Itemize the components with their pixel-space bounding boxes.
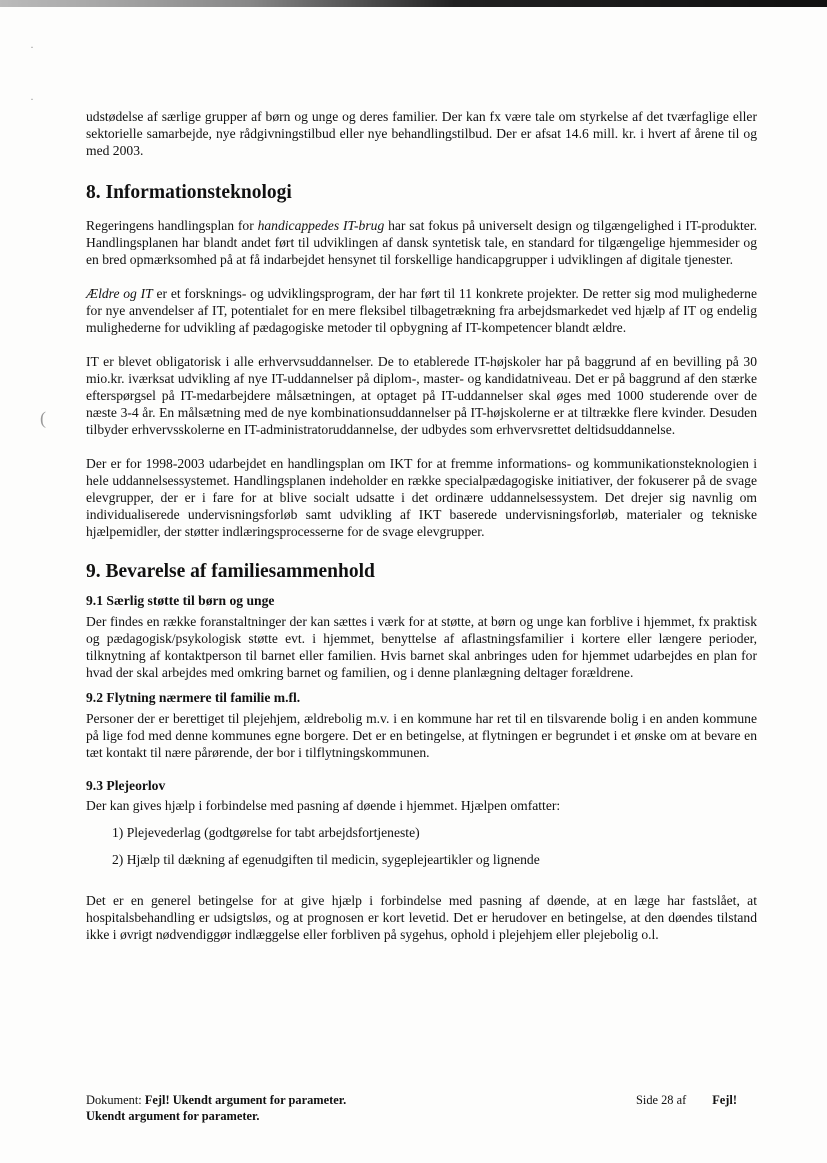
- footer-page-number: [636, 1092, 737, 1108]
- scan-top-edge: [0, 0, 827, 7]
- subsection-9-3-text: Der kan gives hjælp i forbindelse med pasning af døende i hjemmet. Hjælpen omfatter:: [86, 798, 561, 813]
- subsection-9-2-text: Personer der er berettiget til plejehjem, ældrebolig m.v. i en kommune har ret til en tilsvarende bolig i en anden kommune på lige fod med denne kommunes egne borgere. Det er en betingelse, at flytningen er begrundet i et ønske om at bevare en tæt kontakt til nære pårørende, der bor i tilflytningskommunen.: [86, 711, 757, 760]
- hole-punch-mark: (: [40, 408, 46, 428]
- subsection-9-3-heading: 9.3 Plejeorlov: [86, 778, 166, 793]
- subsection-9-1-heading: 9.1 Særlig støtte til børn og unge: [86, 593, 275, 608]
- document-page: [86, 108, 757, 943]
- list-item: 1) Plejevederlag (godtgørelse for tabt arbejdsfortjeneste): [112, 825, 420, 840]
- subsection-9-3-closing: Det er en generel betingelse for at give hjælp i forbindelse med pasning af døende, at en læge har fastslået, at hospitalsbehandling er udsigtsløs, og at prognosen er kort levetid. Det er herudover en betingelse, at den døendes tilstand ikke i øvrigt nødvendiggør indlæggelse eller forbliven på sygehus, ophold i plejehjem eller plejebolig o.l.: [86, 893, 757, 942]
- section-8-paragraph-2: Ældre og IT er et forsknings- og udviklingsprogram, der har ført til 11 konkrete projekter. De retter sig mod mulighederne for nye anvendelser af IT, potentialet for en mere fleksibel tilbagetrækning fra arbejdsmarkedet ved hjælp af IT og endelig mulighederne for udvikling af pædagogiske metoder til opbygning af IT-kompetencer blandt ældre.: [86, 286, 757, 335]
- footer-field-error: Ukendt argument for parameter.: [86, 1109, 260, 1123]
- subsection-9-1-text: Der findes en række foranstaltninger der kan sættes i værk for at støtte, at børn og unge kan forblive i hjemmet, fx praktisk og pædagogisk/psykologisk støtte evt. i hjemmet, benyttelse af aflastningsfamilier i kortere eller længere perioder, tilknytning af kontaktperson til barnet eller familien. Hvis barnet skal anbringes uden for hjemmet udarbejdes en plan for hvad der skal arbejdes med omkring barnet og familien, og i denne planlægning deltager forældrene.: [86, 614, 757, 680]
- section-8-paragraph-1: Regeringens handlingsplan for handicappedes IT-brug har sat fokus på universelt design og tilgængelighed i IT-produkter. Handlingsplanen har blandt andet ført til udviklingen af dansk syntetisk tale, en standard for tilgængelige hjemmesider og en bred opmærksomhed på at få indarbejdet hensynet til forskellige handicapgrupper i udviklingen af digitale tjenester.: [86, 218, 757, 267]
- scan-dot-mark: ·: [30, 40, 34, 54]
- list-item: 2) Hjælp til dækning af egenudgiften til medicin, sygeplejeartikler og lignende: [112, 852, 540, 867]
- section-9-heading: 9. Bevarelse af familiesammenhold: [86, 561, 375, 582]
- footer-field-error: Fejl! Ukendt argument for parameter.: [144, 1093, 347, 1107]
- footer-page-label: Side 28 af: [635, 1093, 687, 1107]
- intro-paragraph: udstødelse af særlige grupper af børn og unge og deres familier. Der kan fx være tale om styrkelse af det tværfaglige eller sektorielle samarbejde, nye rådgivningstilbud eller nye behandlingstilbud. Der er afsat 14.6 mill. kr. i hvert af årene til og med 2003.: [86, 109, 757, 158]
- section-8-heading: 8. Informationsteknologi: [86, 182, 292, 203]
- section-8-paragraph-4: Der er for 1998-2003 udarbejdet en handlingsplan om IKT for at fremme informations- og kommunikationsteknologien i hele uddannelsessystemet. Handlingsplanen indeholder en række specialpædagogiske initiativer, der fokuserer på de svage elevgrupper, der er i fare for at blive socialt udsatte i det ordinære uddannelsessystem. Det drejer sig navnlig om individualiserede undervisningsforløb samt udvikling af IKT baserede undervisningsforløb, materialer og tekniske hjælpemidler, der støtter indlæringsprocesserne for de svage elevgrupper.: [86, 456, 757, 539]
- scan-dot-mark: ·: [30, 92, 34, 106]
- footer-document-label: Dokument:: [86, 1093, 145, 1107]
- footer-page-error: Fejl!: [712, 1093, 737, 1107]
- footer-document-info: [86, 1092, 406, 1124]
- subsection-9-2-heading: 9.2 Flytning nærmere til familie m.fl.: [86, 690, 301, 705]
- section-8-paragraph-3: IT er blevet obligatorisk i alle erhvervsuddannelser. De to etablerede IT-højskoler har på baggrund af en bevilling på 30 mio.kr. iværksat udvikling af nye IT-uddannelser på diplom-, master- og kandidatniveau. Det er på baggrund af den stærke efterspørgsel på IT-medarbejdere målsætningen, at optaget på IT-uddannelser skal øges med 1000 studerende over de næste 3-4 år. En målsætning med de nye kombinationsuddannelser på IT-højskolerne er at tiltrække flere kvinder. Desuden tilbyder erhvervsskolerne en IT-administratoruddannelse, der udbydes som erhvervsrettet deltidsuddannelse.: [86, 354, 757, 437]
